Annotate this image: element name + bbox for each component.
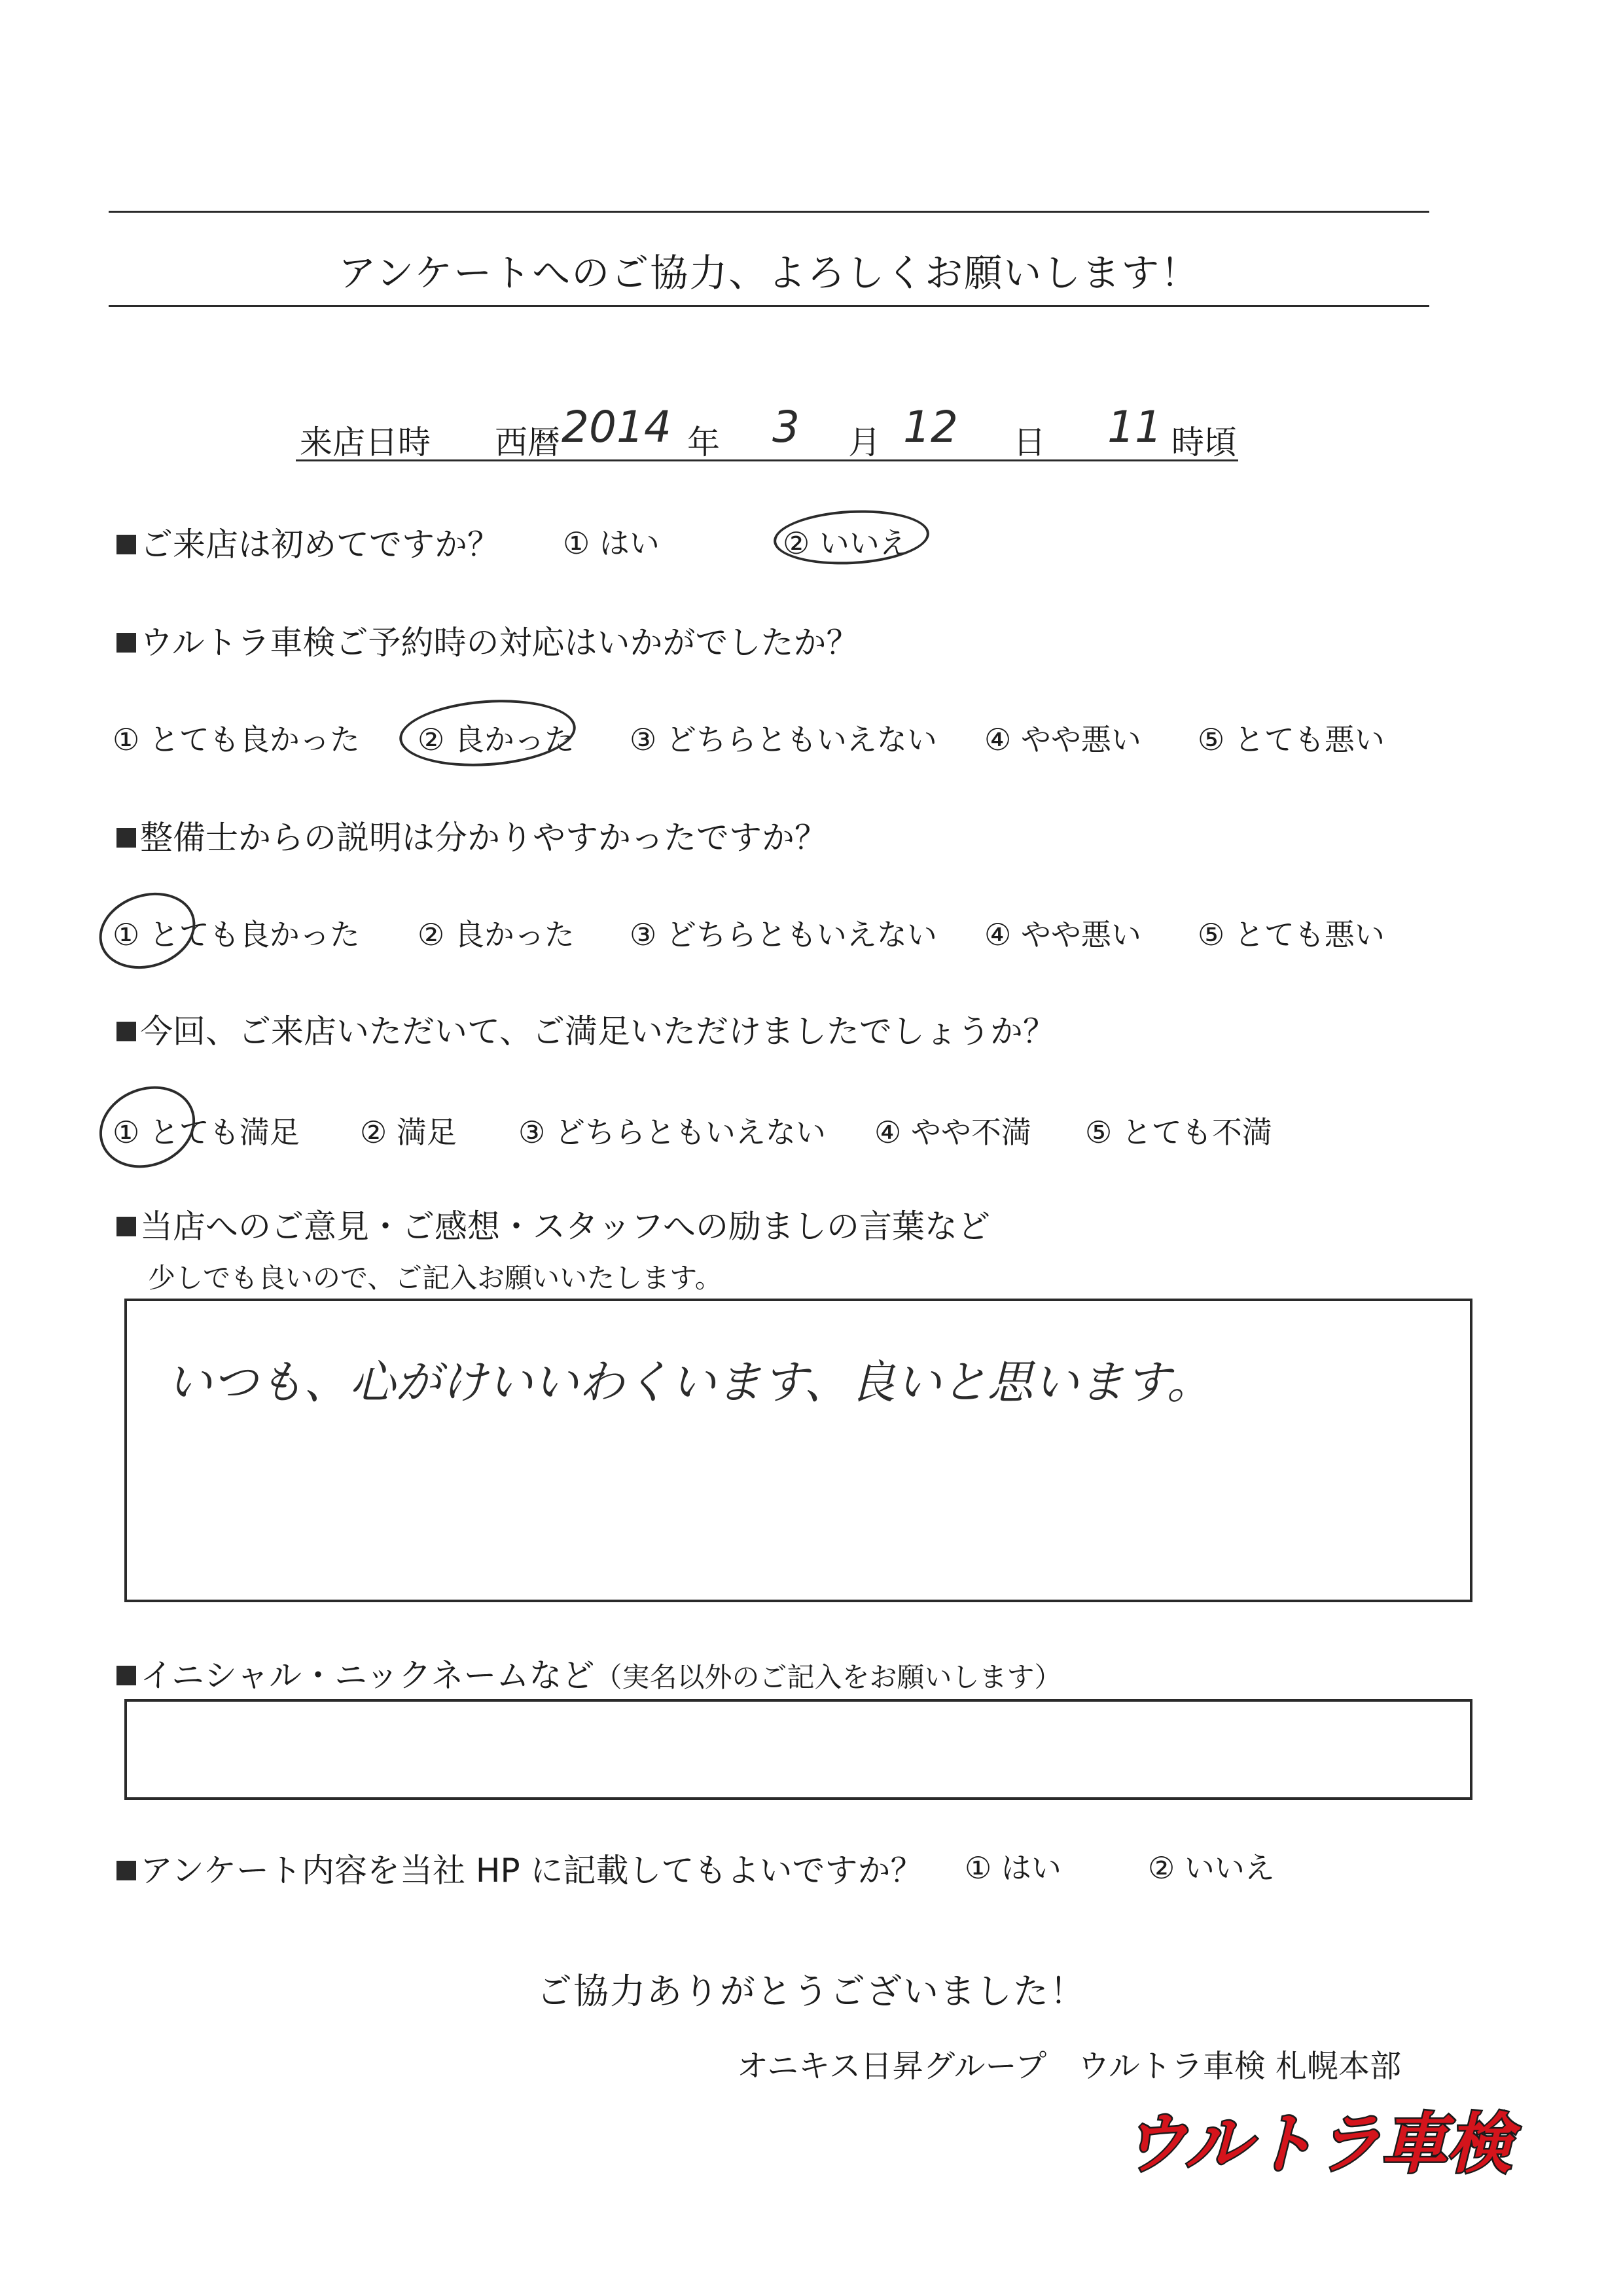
visit-month-value[interactable]: 3 [772, 402, 800, 452]
question-comments: 当店へのご意見・ご感想・スタッフへの励ましの言葉など [116, 1200, 990, 1247]
q2-option-5[interactable]: ⑤ とても悪い [1198, 722, 1385, 757]
logo-wordmark: ウルトラ車検 [1117, 2106, 1527, 2182]
q2-option-3[interactable]: ③ どちらともいえない [630, 722, 937, 757]
nickname-box[interactable] [124, 1699, 1472, 1800]
q2-selected-circle [397, 694, 578, 772]
bullet-square-icon [116, 633, 136, 653]
bullet-square-icon [116, 1022, 136, 1041]
q4-option-5[interactable]: ⑤ とても不満 [1085, 1115, 1272, 1150]
visit-day-value[interactable]: 12 [903, 402, 958, 452]
q3-option-4[interactable]: ④ やや悪い [984, 917, 1141, 952]
survey-banner-title: アンケートへのご協力、よろしくお願いします！ [338, 251, 1200, 295]
visit-hour-value[interactable]: 11 [1107, 402, 1162, 452]
nickname-note: （実名以外のご記入をお願いします） [594, 1661, 1062, 1693]
question-reservation-response: ウルトラ車検ご予約時の対応はいかがでしたか？ [116, 617, 859, 664]
visit-month-unit: 月 [848, 423, 881, 461]
bullet-square-icon [116, 1217, 136, 1236]
q3-option-3[interactable]: ③ どちらともいえない [630, 917, 937, 952]
q4-selected-circle [87, 1072, 207, 1181]
question-nickname: イニシャル・ニックネームなど（実名以外のご記入をお願いします） [116, 1649, 1062, 1696]
bullet-square-icon [116, 535, 136, 554]
comments-box[interactable] [124, 1299, 1472, 1602]
q3-option-5[interactable]: ⑤ とても悪い [1198, 917, 1385, 952]
bullet-square-icon [116, 1666, 136, 1685]
visit-date-label: 来店日時 [300, 423, 431, 461]
q7-option-2[interactable]: ② いいえ [1148, 1850, 1275, 1886]
q3-option-2[interactable]: ② 良かった [418, 917, 575, 952]
question-hp-permission: アンケート内容を当社 HP に記載してもよいですか？ [116, 1844, 923, 1892]
visit-year-unit: 年 [687, 423, 720, 461]
q2-option-1[interactable]: ① とても良かった [113, 722, 360, 757]
q1-option-2[interactable]: ② いいえ [783, 526, 910, 561]
ultra-shaken-logo [1097, 2102, 1527, 2182]
q4-option-3[interactable]: ③ どちらともいえない [518, 1115, 826, 1150]
q3-selected-circle [89, 881, 205, 981]
comments-handwritten-answer: いつも、心がけいいわくいます、良いと思います。 [166, 1355, 1213, 1409]
question-satisfaction: 今回、ご来店いただいて、ご満足いただけましたでしょうか？ [116, 1005, 1056, 1052]
banner-bottom-rule [109, 305, 1429, 307]
visit-hour-unit: 時頃 [1171, 423, 1237, 461]
q1-option-1[interactable]: ① はい [563, 526, 660, 561]
q2-option-2[interactable]: ② 良かった [418, 722, 575, 757]
bullet-square-icon [116, 1861, 136, 1880]
comments-instruction: 少しでも良いので、ご記入お願いいたします。 [148, 1262, 722, 1294]
q7-option-1[interactable]: ① はい [965, 1850, 1061, 1886]
visit-year-value[interactable]: 2014 [562, 402, 671, 452]
question-first-visit: ご来店は初めてですか？ [116, 518, 500, 565]
visit-day-unit: 日 [1013, 423, 1046, 461]
q4-option-1[interactable]: ① とても満足 [113, 1115, 300, 1150]
question-mechanic-explanation: 整備士からの説明は分かりやすかったですか？ [116, 812, 827, 859]
q4-option-4[interactable]: ④ やや不満 [874, 1115, 1031, 1150]
q4-option-2[interactable]: ② 満足 [360, 1115, 457, 1150]
thank-you-message: ご協力ありがとうございました！ [537, 1971, 1086, 2012]
q3-option-1[interactable]: ① とても良かった [113, 917, 360, 952]
banner-top-rule [109, 211, 1429, 213]
company-name: オニキス日昇グループ ウルトラ車検 札幌本部 [737, 2048, 1402, 2085]
bullet-square-icon [116, 828, 136, 848]
visit-era-label: 西暦 [495, 423, 560, 461]
visit-date-underline [296, 459, 1238, 461]
q2-option-4[interactable]: ④ やや悪い [984, 722, 1141, 757]
